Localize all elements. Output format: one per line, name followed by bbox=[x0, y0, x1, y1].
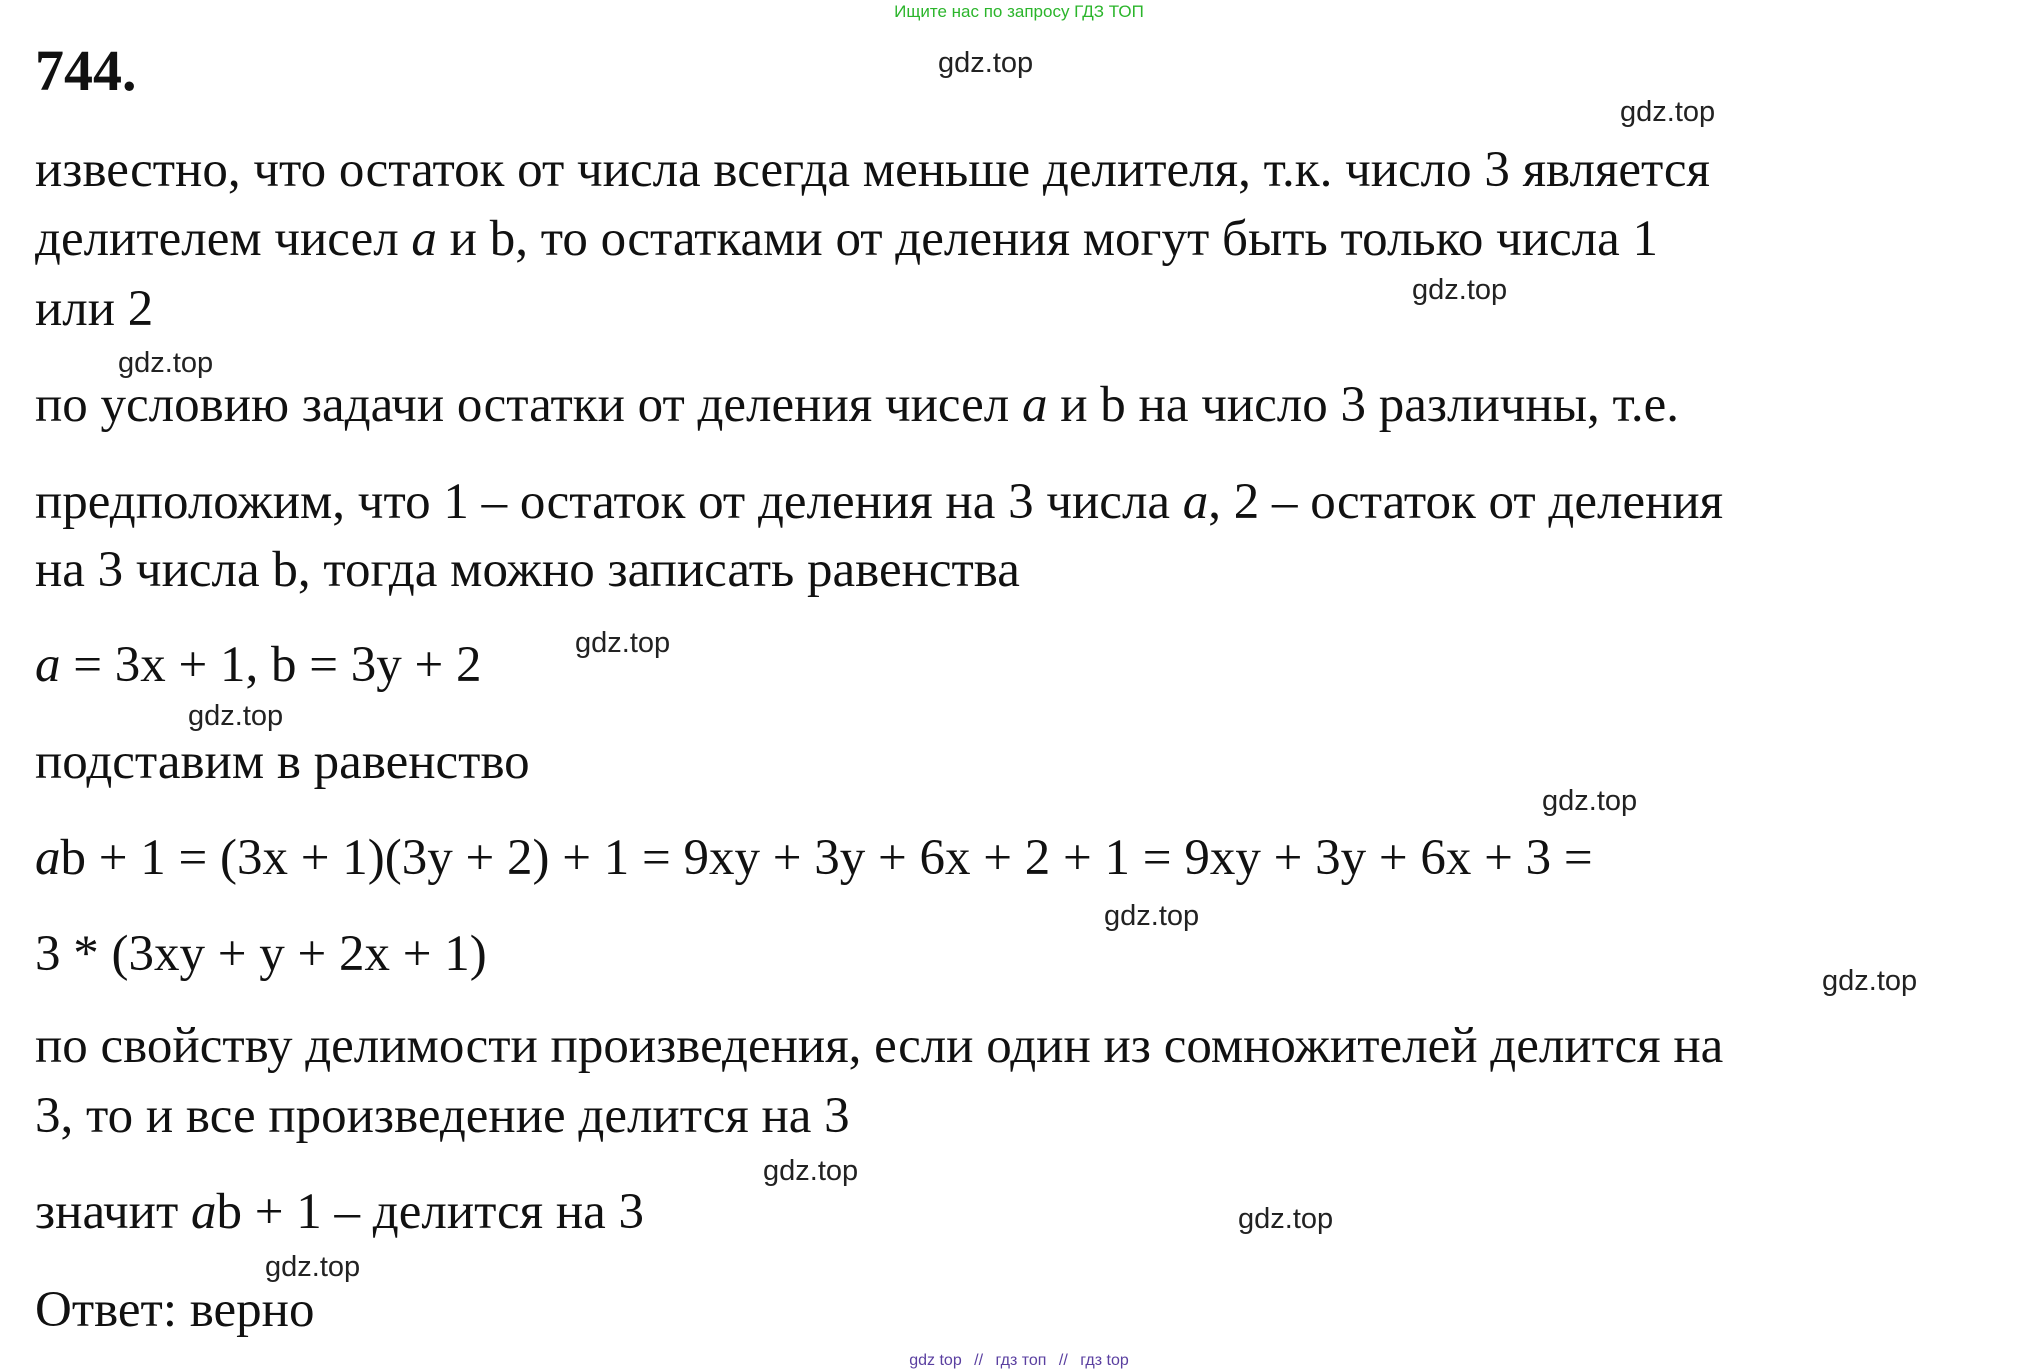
problem-number: 744. bbox=[35, 38, 137, 103]
text-line-12: 3, то и все произведение делится на 3 bbox=[35, 1088, 850, 1144]
text-segment: предположим, что 1 – остаток от деления на 3 числа bbox=[35, 474, 1183, 530]
variable-a: a bbox=[35, 830, 61, 886]
watermark: gdz.top bbox=[763, 1155, 859, 1187]
text-line-13 bbox=[35, 1184, 645, 1240]
text-line-8: подставим в равенство bbox=[35, 734, 530, 790]
text-segment: и b, то остатками от деления могут быть только числа 1 bbox=[436, 211, 1659, 267]
bottom-banner bbox=[0, 1352, 2038, 1370]
text-segment: , 2 – остаток от деления bbox=[1208, 474, 1724, 530]
watermark: gdz.top bbox=[1412, 274, 1508, 306]
text-segment: = 3x + 1, b = 3y + 2 bbox=[60, 637, 482, 693]
variable-a: a bbox=[411, 211, 437, 267]
bottom-banner-part: гдз top bbox=[1080, 1352, 1129, 1369]
watermark: gdz.top bbox=[118, 347, 214, 379]
variable-a: a bbox=[1182, 474, 1209, 530]
watermark: gdz.top bbox=[575, 627, 671, 659]
equation-line-3: 3 * (3xy + y + 2x + 1) bbox=[35, 926, 487, 982]
text-line-1: известно, что остаток от числа всегда меньше делителя, т.к. число 3 является bbox=[35, 142, 1711, 198]
bottom-banner-part: гдз топ bbox=[995, 1352, 1047, 1369]
equation-line-1 bbox=[35, 637, 482, 693]
bottom-banner-part: gdz top bbox=[909, 1352, 962, 1369]
text-line-11: по свойству делимости произведения, если один из сомножителей делится на bbox=[35, 1018, 1724, 1074]
text-line-3: или 2 bbox=[35, 281, 154, 337]
text-segment: b + 1 = (3x + 1)(3y + 2) + 1 = 9xy + 3y + 6x + 2 + 1 = 9xy + 3y + 6x + 3 = bbox=[60, 830, 1593, 886]
watermark: gdz.top bbox=[1104, 900, 1200, 932]
text-line-2 bbox=[35, 211, 1659, 267]
text-segment: значит bbox=[35, 1184, 192, 1240]
variable-a: a bbox=[35, 637, 61, 693]
text-segment: и b на число 3 различны, т.е. bbox=[1047, 377, 1680, 433]
top-banner: Ищите нас по запросу ГДЗ ТОП bbox=[894, 2, 1144, 21]
bottom-banner-separator: // bbox=[974, 1352, 984, 1369]
watermark: gdz.top bbox=[1620, 96, 1716, 128]
text-line-6: на 3 числа b, тогда можно записать равенства bbox=[35, 542, 1020, 598]
variable-a: a bbox=[1021, 377, 1048, 433]
variable-a: a bbox=[191, 1184, 217, 1240]
text-segment: по условию задачи остатки от деления чисел bbox=[35, 377, 1022, 433]
watermark: gdz.top bbox=[1238, 1203, 1334, 1235]
watermark: gdz.top bbox=[1822, 965, 1918, 997]
text-line-5 bbox=[35, 474, 1724, 530]
bottom-banner-separator: // bbox=[1058, 1352, 1068, 1369]
watermark: gdz.top bbox=[938, 47, 1034, 79]
equation-line-2 bbox=[35, 830, 1593, 886]
watermark: gdz.top bbox=[265, 1251, 361, 1283]
answer-line: Ответ: верно bbox=[35, 1282, 315, 1338]
watermark: gdz.top bbox=[1542, 785, 1638, 817]
watermark: gdz.top bbox=[188, 700, 284, 732]
text-line-4 bbox=[35, 377, 1680, 433]
text-segment: b + 1 – делится на 3 bbox=[216, 1184, 645, 1240]
text-segment: делителем чисел bbox=[35, 211, 412, 267]
